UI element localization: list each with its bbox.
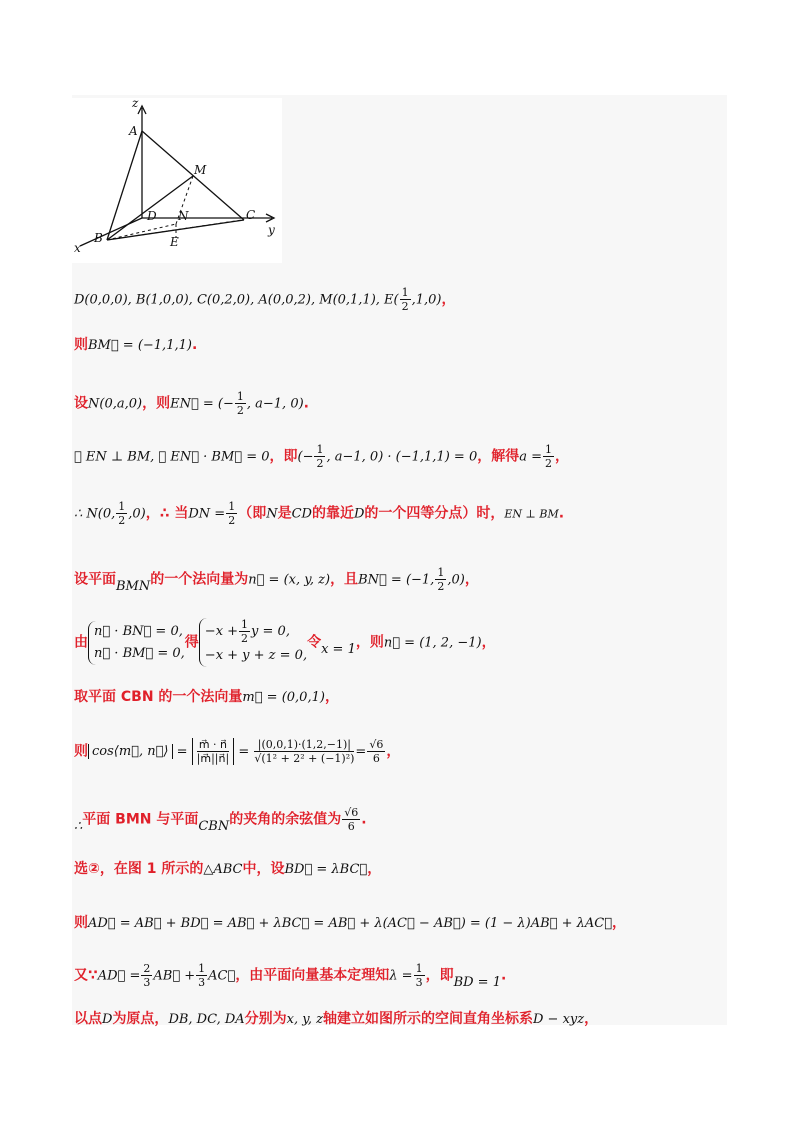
text-set: 设 bbox=[74, 395, 88, 412]
punct: . bbox=[191, 337, 198, 353]
math-d: D bbox=[353, 506, 365, 522]
ac-term: AC⃗ bbox=[208, 968, 236, 984]
line-option-2 bbox=[74, 858, 381, 878]
fraction: $\frac{1}{2}$ bbox=[236, 390, 244, 417]
fraction-result: $\frac{√6}{6}$ bbox=[344, 806, 359, 833]
n-point: N(0,a,0) bbox=[88, 396, 143, 412]
text: 取平面 CBN 的一个法向量 bbox=[74, 689, 243, 705]
line-cosine: 则 cos⟨m⃗, n⃗⟩ = $\frac{m⃗ \cdot n⃗}{|m⃗||n⃗|}$ = $\frac{|(0,0,1)\cdot(1,2,-1)|}{\text{√(1² + 2² + (−1)²)}}$ = $\frac{√6}{6}$ ， bbox=[74, 738, 401, 765]
fraction: $\frac{1}{2}$ bbox=[228, 500, 236, 527]
text: ，由平面向量基本定理知 bbox=[235, 967, 390, 984]
punct: ， bbox=[464, 571, 479, 588]
fraction: $\frac{2}{3}$ bbox=[143, 962, 151, 989]
fraction: $\frac{1}{2}$ bbox=[437, 566, 445, 593]
line-cbn-normal bbox=[74, 686, 339, 706]
label-A: A bbox=[129, 124, 138, 138]
line-perpendicular bbox=[74, 443, 569, 470]
text: 又∵ bbox=[74, 967, 98, 984]
bd-vector: BD⃗ = λBC⃗ bbox=[284, 862, 368, 877]
coords-math: D(0,0,0), B(1,0,0), C(0,2,0), A(0,0,2), M(0,1,1), E( bbox=[74, 292, 399, 308]
punct: ， bbox=[324, 689, 339, 705]
label-E: E bbox=[170, 235, 179, 249]
label-M: M bbox=[194, 163, 207, 177]
punct: ， bbox=[481, 634, 496, 651]
punct: ， bbox=[386, 743, 401, 760]
x-eq: x = 1 bbox=[321, 641, 356, 657]
line-coordinate-system bbox=[74, 1008, 598, 1028]
line-bm-vector bbox=[74, 334, 197, 354]
text: 令 bbox=[307, 634, 322, 651]
ad-expansion: AD⃗ = AB⃗ + BD⃗ = AB⃗ + λBC⃗ = AB⃗ + λ(AC⃗ − AB⃗) = (1 − λ)AB⃗ + λAC⃗ bbox=[88, 916, 613, 931]
triangle-abc: △ABC bbox=[203, 862, 243, 877]
fraction: $\frac{1}{3}$ bbox=[415, 962, 423, 989]
text: ，则 bbox=[355, 634, 384, 651]
fraction: $\frac{1}{2}$ bbox=[316, 443, 324, 470]
text: ，即 bbox=[425, 967, 454, 984]
fraction-compute: $\frac{|(0,0,1)\cdot(1,2,-1)|}{\text{√(1² + 2² + (−1)²)}}$ bbox=[254, 738, 355, 765]
line-system bbox=[74, 618, 496, 667]
fraction-half: $\frac{1}{2}$ bbox=[401, 286, 409, 313]
text: 以点 bbox=[74, 1011, 102, 1027]
text: 得 bbox=[184, 634, 199, 651]
text-when: ，∴ 当 bbox=[145, 505, 189, 522]
equals: = bbox=[355, 744, 367, 760]
normal-m: m⃗ = (0,0,1) bbox=[242, 690, 325, 705]
text: 的一个四等分点）时， bbox=[364, 505, 505, 522]
punct: . bbox=[303, 395, 309, 412]
line-set-n bbox=[74, 390, 309, 417]
normal-result: n⃗ = (1, 2, −1) bbox=[383, 635, 482, 651]
line-normal-vector bbox=[74, 566, 479, 593]
dot-b: , a−1, 0) · (−1,1,1) = 0 bbox=[326, 449, 478, 465]
bm-vector: BM⃗ = (−1,1,1) bbox=[88, 338, 192, 353]
text: 则 bbox=[74, 915, 88, 931]
label-D: D bbox=[147, 209, 157, 223]
normal-n: n⃗ = (x, y, z) bbox=[248, 572, 331, 588]
label-x: x bbox=[74, 241, 81, 255]
text-solve: ，解得 bbox=[477, 448, 520, 465]
line-ad-expansion bbox=[74, 912, 626, 932]
punct: . bbox=[500, 967, 507, 984]
text: ，且 bbox=[330, 571, 359, 588]
tetrahedron-diagram bbox=[72, 98, 282, 263]
text: 分别为 bbox=[244, 1011, 287, 1027]
label-y: y bbox=[268, 223, 275, 237]
math-d: D bbox=[102, 1012, 113, 1027]
fraction: $\frac{1}{2}$ bbox=[545, 443, 552, 470]
line-angle-conclusion bbox=[74, 806, 367, 833]
a-value: a = bbox=[519, 449, 542, 465]
fraction: $\frac{1}{2}$ bbox=[118, 500, 126, 527]
text: 的夹角的余弦值为 bbox=[229, 811, 342, 828]
n-coords-a: ∴ N(0, bbox=[74, 506, 116, 522]
cos-expr: cos⟨m⃗, n⃗⟩ bbox=[88, 744, 173, 759]
geometry-figure bbox=[72, 98, 282, 263]
fraction-result: $\frac{√6}{6}$ bbox=[369, 738, 384, 765]
n-coords-b: ,0) bbox=[128, 506, 146, 522]
system-2: −x + $\frac{1}{2}$ y = 0, −x + y + z = 0, bbox=[199, 618, 307, 667]
line-coordinates bbox=[74, 286, 456, 313]
punct: ， bbox=[441, 291, 456, 308]
text: 的靠近 bbox=[311, 505, 354, 522]
perp-condition: ∵ EN ⊥ BM, ∴ EN⃗ · BM⃗ = 0 bbox=[74, 449, 270, 465]
ad-eq: AD⃗ = bbox=[97, 968, 141, 984]
system-name: D − xyz bbox=[533, 1012, 585, 1027]
punct: ， bbox=[612, 915, 627, 931]
punct: ， bbox=[555, 448, 569, 465]
axes-names: x, y, z bbox=[286, 1012, 323, 1027]
text-then: ，则 bbox=[142, 395, 171, 412]
en-vector-a: EN⃗ = (− bbox=[170, 396, 234, 412]
punct: ， bbox=[584, 1011, 599, 1027]
label-B: B bbox=[94, 231, 103, 245]
ab-term: AB⃗ + bbox=[153, 968, 196, 984]
axes-lines: DB, DC, DA bbox=[168, 1012, 245, 1027]
line-n-conclusion bbox=[74, 500, 564, 527]
dn-eq: DN = bbox=[188, 506, 226, 522]
system-1: n⃗ · BN⃗ = 0, n⃗ · BM⃗ = 0, bbox=[88, 621, 185, 665]
text: 由 bbox=[74, 634, 88, 651]
line-lambda bbox=[74, 962, 506, 989]
punct: ， bbox=[367, 861, 382, 877]
text: 设平面 bbox=[74, 571, 116, 588]
text: 中，设 bbox=[242, 861, 285, 877]
text: （即 bbox=[238, 505, 267, 522]
fraction: $\frac{1}{3}$ bbox=[198, 962, 206, 989]
plane-cbn: CBN bbox=[198, 818, 230, 834]
label-N: N bbox=[178, 209, 189, 223]
lambda-eq: λ = bbox=[389, 968, 413, 984]
text: 是 bbox=[277, 505, 292, 522]
therefore: ∴ bbox=[74, 818, 83, 834]
bn-vector-b: ,0) bbox=[447, 572, 465, 588]
plane-bmn: BMN bbox=[116, 578, 151, 594]
abs-frac: $\frac{m⃗ \cdot n⃗}{|m⃗||n⃗|}$ bbox=[192, 738, 235, 765]
text: 的一个法向量为 bbox=[150, 571, 249, 588]
label-z: z bbox=[132, 98, 139, 110]
text: 平面 BMN 与平面 bbox=[82, 811, 199, 828]
punct: . bbox=[361, 811, 367, 828]
bn-vector-a: BN⃗ = (−1, bbox=[358, 572, 435, 588]
math-n: N bbox=[266, 506, 278, 522]
dot-a: (− bbox=[297, 449, 314, 465]
text: 则 bbox=[74, 743, 88, 760]
punct: . bbox=[558, 505, 565, 522]
text-ze: 则 bbox=[74, 337, 88, 353]
bd-eq: BD = 1 bbox=[453, 974, 501, 990]
text: 为原点， bbox=[112, 1011, 169, 1027]
math-cd: CD bbox=[291, 506, 312, 522]
label-C: C bbox=[246, 208, 256, 222]
text-ie: ，即 bbox=[269, 448, 298, 465]
en-vector-b: , a−1, 0) bbox=[246, 396, 304, 412]
perp-result: EN ⊥ BM bbox=[504, 507, 559, 521]
text: 选②，在图 1 所示的 bbox=[74, 861, 204, 877]
text: 轴建立如图所示的空间直角坐标系 bbox=[323, 1011, 533, 1027]
coords-math-end: ,1,0) bbox=[411, 292, 442, 308]
